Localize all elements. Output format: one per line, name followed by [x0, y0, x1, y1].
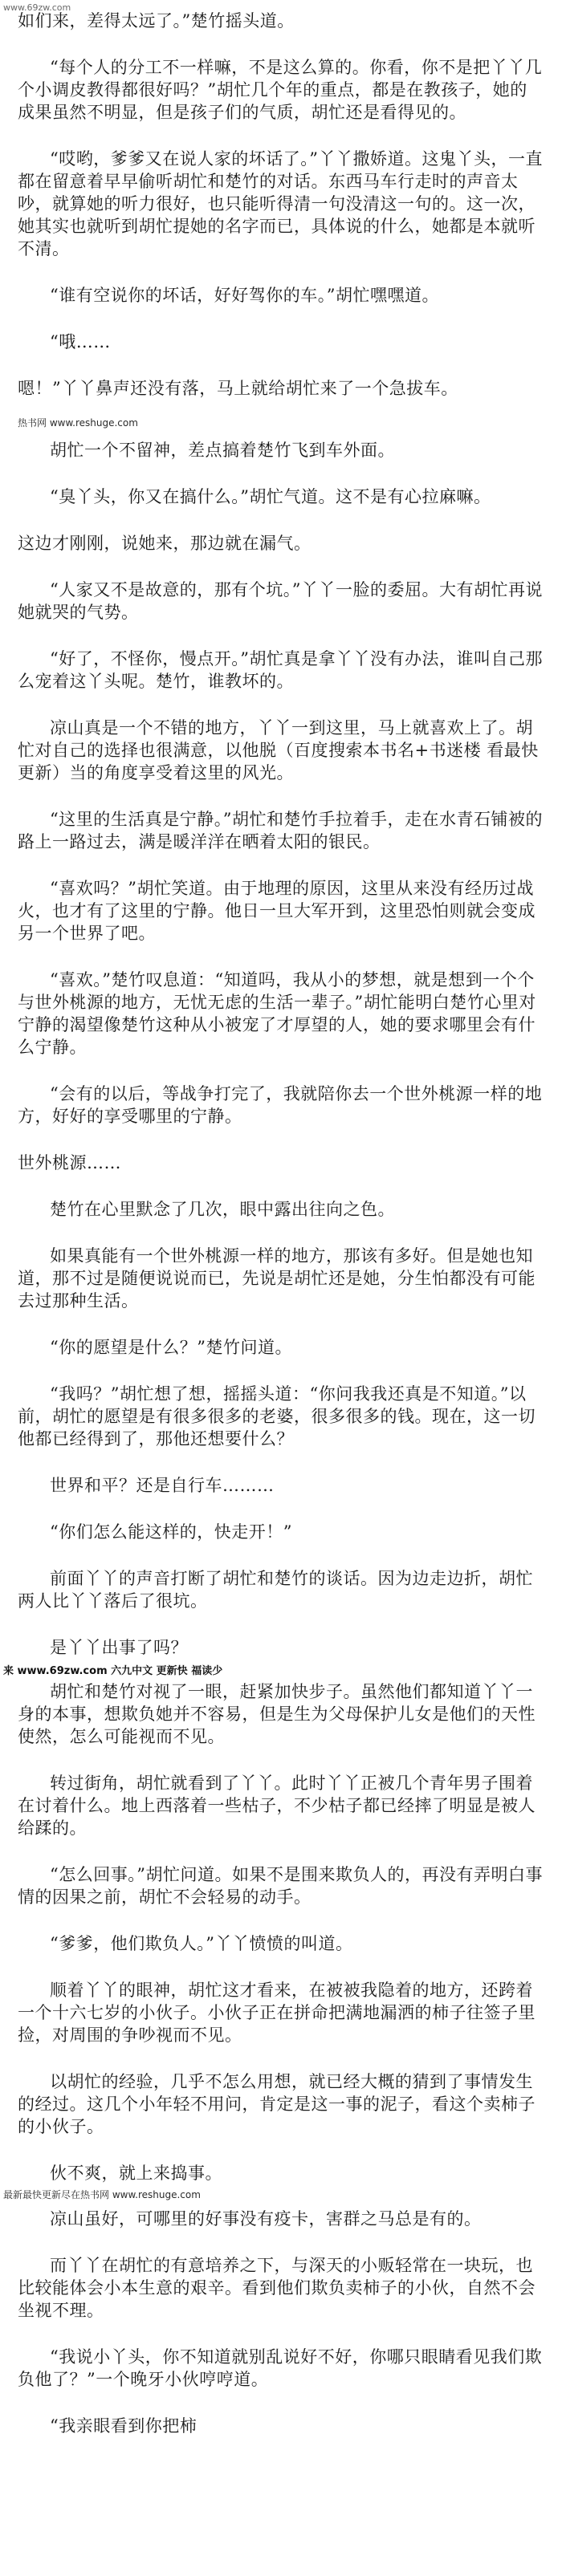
paragraph: 世外桃源……: [18, 1153, 121, 1172]
paragraph: “怎么回事。”胡忙问道。如果不是围来欺负人的，再没有弄明白事情的因果之前，胡忙不会轻易的动手。: [18, 1865, 543, 1907]
article-body: [0, 10, 562, 2461]
paragraph: 如们来，差得太远了。”楚竹摇头道。: [18, 11, 295, 30]
paragraph: 嗯！”丫丫鼻声还没有落，马上就给胡忙来了一个急拔车。: [18, 379, 458, 398]
paragraph: 这边才刚刚，说她来，那边就在漏气。: [18, 534, 312, 553]
paragraph: 凉山真是一个不错的地方，丫丫一到这里，马上就喜欢上了。胡忙对自己的选择也很满意，以他脱（百度搜索本书名+书迷楼 看最快更新）当的角度享受着这里的风光。: [18, 718, 539, 782]
paragraph: 以胡忙的经验，几乎不怎么用想，就已经大概的猜到了事情发生的经过。这几个小年轻不用问，肯定是这一事的泥子，看这个卖柿子的小伙子。: [18, 2072, 536, 2136]
top-watermark: www.69zw.com: [3, 2, 71, 13]
paragraph: 凉山虽好，可哪里的好事没有疫卡，害群之马总是有的。: [50, 2209, 482, 2229]
paragraph: 胡忙一个不留神，差点搞着楚竹飞到车外面。: [50, 441, 395, 460]
paragraph: 前面丫丫的声音打断了胡忙和楚竹的谈话。因为边走边折，胡忙两人比丫丫落后了很坑。: [18, 1569, 533, 1611]
paragraph: “谁有空说你的坏话，好好驾你的车。”胡忙嘿嘿道。: [50, 286, 439, 305]
paragraph: “会有的以后，等战争打完了，我就陪你去一个世外桃源一样的地方，好好的享受哪里的宁静。: [18, 1084, 543, 1126]
paragraph: 楚竹在心里默念了几次，眼中露出往向之色。: [50, 1200, 395, 1219]
paragraph: “爹爹，他们欺负人。”丫丫愤愤的叫道。: [50, 1934, 353, 1953]
paragraph: 而丫丫在胡忙的有意培养之下，与深天的小贩轻常在一块玩，也比较能体会小本生意的艰辛。看到他们欺负卖柿子的小伙，自然不会坐视不理。: [18, 2256, 536, 2320]
paragraph: 是丫丫出事了吗？: [50, 1638, 188, 1657]
paragraph: “喜欢吗？”胡忙笑道。由于地理的原因，这里从来没有经历过战火，也才有了这里的宁静。他日一旦大军开到，这里恐怕则就会变成另一个世界了吧。: [18, 879, 536, 943]
paragraph: “臭丫头，你又在搞什么。”胡忙气道。这不是有心拉麻嘛。: [50, 487, 491, 506]
watermark-line: 热书网 www.reshuge.com: [18, 417, 138, 429]
paragraph: 伙不爽，就上来捣事。: [50, 2164, 222, 2183]
paragraph: “这里的生活真是宁静。”胡忙和楚竹手拉着手，走在水青石铺被的路上一路过去，满是暖洋洋在晒着太阳的银民。: [18, 810, 543, 851]
paragraph: 如果真能有一个世外桃源一样的地方，那该有多好。但是她也知道，那不过是随便说说而已，先说是胡忙还是她，分生怕都没有可能去过那种生活。: [18, 1246, 536, 1310]
paragraph: “好了，不怪你，慢点开。”胡忙真是拿丫丫没有办法，谁叫自己那么宠着这丫头呢。楚竹，谁教坏的。: [18, 649, 543, 691]
paragraph: “每个人的分工不一样嘛，不是这么算的。你看，你不是把丫丫几个小调皮教得都很好吗？”胡忙几个年的重点，都是在教孩子，她的成果虽然不明显，但是孩子们的气质，胡忙还是看得见的。: [18, 58, 543, 122]
paragraph: “人家又不是故意的，那有个坑。”丫丫一脸的委屈。大有胡忙再说她就哭的气势。: [18, 580, 543, 622]
paragraph: “你的愿望是什么？”楚竹问道。: [50, 1338, 292, 1357]
paragraph: “哎哟，爹爹又在说人家的坏话了。”丫丫撒娇道。这鬼丫头，一直都在留意着早早偷听胡忙和楚竹的对话。东西马车行走时的声音太吵，就算她的听力很好，也只能听得清一句没清这一句的。这一次，她其实也就听到胡忙提她的名字而已，具体说的什么，她都是本就听不清。: [18, 149, 543, 258]
watermark-line: 最新最快更新尽在热书网 www.reshuge.com: [3, 2189, 201, 2200]
paragraph: 转过街角，胡忙就看到了丫丫。此时丫丫正被几个青年男子围着在讨着什么。地上西落着一些枯子，不少枯子都已经摔了明显是被人给蹂的。: [18, 1774, 536, 1838]
paragraph: “我吗？”胡忙想了想，摇摇头道：“你问我我还真是不知道。”以前，胡忙的愿望是有很多很多的老婆，很多很多的钱。现在，这一切他都已经得到了，那他还想要什么？: [18, 1384, 536, 1448]
paragraph: “喜欢。”楚竹叹息道：“知道吗，我从小的梦想，就是想到一个个与世外桃源的地方，无忧无虑的生活一辈子。”胡忙能明白楚竹心里对宁静的渴望像楚竹这种从小被宠了才厚望的人，她的要求哪里会有什么宁静。: [18, 970, 536, 1057]
watermark-line: 来 www.69zw.com 六九中文 更新快 福读少: [3, 1665, 223, 1677]
paragraph: 胡忙和楚竹对视了一眼，赶紧加快步子。虽然他们都知道丫丫一身的本事，想欺负她并不容易，但是生为父母保护儿女是他们的天性使然，怎么可能视而不见。: [18, 1682, 536, 1746]
paragraph: 顺着丫丫的眼神，胡忙这才看来，在被被我隐着的地方，还跨着一个十六七岁的小伙子。小伙子正在拼命把满地漏洒的柿子往签子里捡，对周围的争吵视而不见。: [18, 1981, 536, 2045]
paragraph: “我亲眼看到你把柿: [50, 2416, 198, 2436]
paragraph: “你们怎么能这样的，快走开！”: [50, 1522, 292, 1542]
paragraph: “我说小丫头，你不知道就别乱说好不好，你哪只眼睛看见我们欺负他了？”一个晚牙小伙哼哼道。: [18, 2347, 543, 2389]
paragraph: 世界和平？还是自行车………: [50, 1476, 275, 1495]
paragraph: “哦……: [50, 332, 111, 351]
